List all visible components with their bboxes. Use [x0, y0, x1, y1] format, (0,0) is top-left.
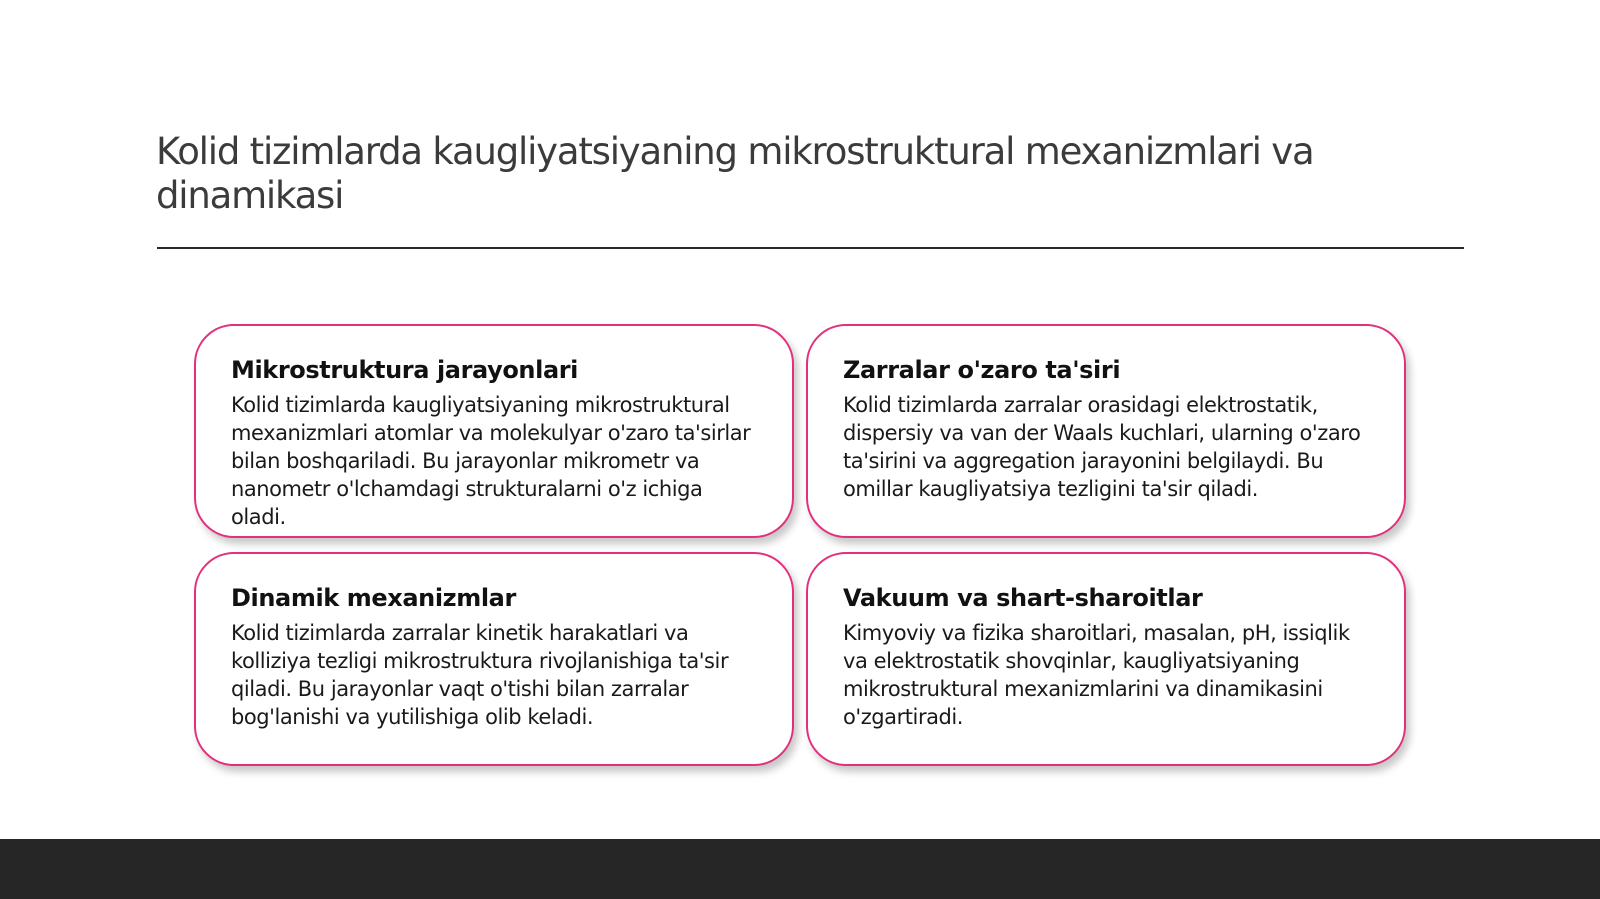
card-text: Kimyoviy va fizika sharoitlari, masalan, pH, issiqlik va elektrostatik shovqinlar, kaugliyatsiyaning mikrostruktural mexanizmlarini va dinamikasini o'zgartiradi.: [843, 621, 1350, 729]
card-zarralar-ozaro-tasiri: [806, 324, 1406, 538]
footer-bar: [0, 839, 1600, 899]
card-text: Kolid tizimlarda zarralar orasidagi elektrostatik, dispersiy va van der Waals kuchlari, ularning o'zaro ta'sirini va aggregation jarayonini belgilaydi. Bu omillar kaugliyatsiya tezligini ta'sir qiladi.: [843, 393, 1361, 501]
card-vakuum-va-shart-sharoitlar: [806, 552, 1406, 766]
card-title: Vakuum va shart-sharoitlar: [843, 584, 1203, 612]
card-title: Dinamik mexanizmlar: [231, 584, 516, 612]
card-mikrostruktura-jarayonlari: [194, 324, 794, 538]
card-text: Kolid tizimlarda kaugliyatsiyaning mikrostruktural mexanizmlari atomlar va molekulyar o'zaro ta'sirlar bilan boshqariladi. Bu jarayonlar mikrometr va nanometr o'lchamdagi strukturalarni o'z ichiga oladi.: [231, 393, 751, 529]
card-title: Mikrostruktura jarayonlari: [231, 356, 578, 384]
card-title: Zarralar o'zaro ta'siri: [843, 356, 1121, 384]
card-dinamik-mexanizmlar: [194, 552, 794, 766]
slide-title: Kolid tizimlarda kaugliyatsiyaning mikrostruktural mexanizmlari va dinamikasi: [156, 130, 1314, 217]
title-divider: [157, 247, 1464, 249]
card-text: Kolid tizimlarda zarralar kinetik harakatlari va kolliziya tezligi mikrostruktura rivojlanishiga ta'sir qiladi. Bu jarayonlar vaqt o'tishi bilan zarralar bog'lanishi va yutilishiga olib keladi.: [231, 621, 729, 729]
